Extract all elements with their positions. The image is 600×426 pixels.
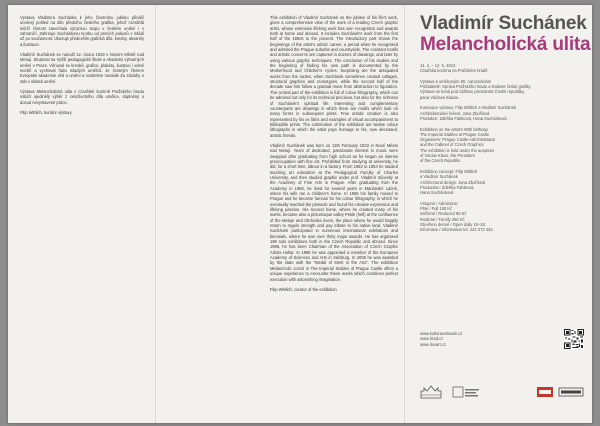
info-line: Architectural design: Jana Zbořilová bbox=[420, 179, 486, 185]
info-line: Informace / Information tel. 224 372 434 bbox=[420, 227, 493, 233]
info-block-credits-cz bbox=[420, 105, 586, 121]
info-line: pana Václava Klause. bbox=[420, 94, 460, 100]
qr-code-icon[interactable] bbox=[564, 329, 584, 349]
info-line: Vstupné / Admission: bbox=[420, 200, 459, 206]
czech-signature: Filip Wittlich, kurátor výstavy bbox=[20, 110, 72, 116]
info-line: Rodinné / Family 250 Kč bbox=[420, 216, 465, 222]
english-text-column bbox=[270, 15, 398, 413]
info-line: Produkce: Zdeňka Fabiková, Hana Suchánková bbox=[420, 115, 507, 121]
info-line: Otevřeno denně / Open daily 10–18 bbox=[420, 221, 485, 227]
info-line: Hana Suchánková bbox=[420, 190, 454, 196]
info-block-dates bbox=[420, 63, 586, 74]
info-block-organisers-en bbox=[420, 127, 586, 164]
english-paragraph: Vladimír Suchánek was born on 12th February 1933 in Nové Město nad Metují. Years of dedicated, passionate interest in music were swapped after graduating from high school as he began an intense preoccupation with fine art. Prohibited from studying at university, he did, for a short time, labour in a factory. From 1952 to 1954 he studied teaching art education at the Pedagogical Faculty of Charles University, and then studied graphic under prof. Vladimír Silovský at the Academy of Fine Arts in Prague. After graduating from the Academy in 1960, he lived for several years in Mariánské Lázně, where his wife ran a children's home. In 1965 his family moved to Prague and he became famous for his colour lithography, in which he eventually reached the pinnacle and found his creative expression and lifelong passion. His second home, where he created many of his works, became also a picturesque valley Pekle (hell) at the confluence of the Metuje and Olešenka rivers, the place where he would happily return to regain strength and pay tribute to his native land. Vladimír Suchánek participated in numerous international exhibitions and biennials, where he won over thirty major awards. He has organised 198 solo exhibitions both in the Czech Republic and abroad. Since 1996, he has been Chairman of the Association of Czech Graphic Artists Hollar. In 1995 he was appointed a member of the European Academy of Sciences and Arts in Salzburg. In 2008 he was awarded by the state with the "Medal of Merit in the Arts". The exhibition Melancholic conch in The Imperial Stables of Prague Castle offers a unique experience to encounter these works which combines perfect execution with astonishing imagination. bbox=[270, 142, 398, 282]
artist-name-title: Vladimír Suchánek bbox=[420, 13, 587, 34]
sponsor-logo-dark bbox=[558, 385, 584, 399]
info-line: Výstava k umělcovým 80. narozeninám bbox=[420, 78, 492, 84]
czech-paragraph: Vladimír Suchánek se narodil 12. února 1933 v Novém Městě nad Metují. Studoval na Vyšší pedagogické škole a Akademii výtvarných umění v Praze. Věnoval se kresbě, grafice, plakátu, ilustraci i volné tvorbě a vychoval řadu mladých umělců. Je čestným členem Evropské akademie věd a umění a nositelem medaile Za zásluhy o stát v oblasti umění. bbox=[20, 52, 144, 84]
sponsor-logo-red bbox=[536, 385, 554, 399]
link-kulturanahrade[interactable]: www.kulturanahrade.cz bbox=[420, 331, 463, 336]
info-line: Exhibition on the artist's 80th birthday bbox=[420, 126, 488, 132]
info-line: and the Cabinet of Czech Graphics bbox=[420, 142, 484, 148]
prague-castle-logo bbox=[420, 385, 442, 399]
czech-paragraph: Výstava Vladimíra Suchánka k jeho životnímu jubileu přináší ucelený pohled na dílo předního českého grafika, jehož rozsáhlá tvůrčí činnost zanechala výraznou stopu v českém umění i v zahraničí. Zahrnuje Suchánkovu tvorbu od prvních pokusů v mládí až po současnost. Ukazuje především grafická díla, kresby, akvarely a ilustrace. bbox=[20, 15, 144, 47]
fold-line-right bbox=[404, 5, 405, 423]
info-line: Pořadatelé: Správa Pražského hradu a Kabinet české grafiky bbox=[420, 84, 531, 90]
info-line: of the Czech Republic. bbox=[420, 158, 462, 164]
english-paragraph: This exhibition of Vladimír Suchánek on the jubilee of his life's work, gives a comprehensive view of the work of a leading Czech graphic artist, whose extensive lifelong work has won recognition and awards both at home and abroad. It includes Suchánek's work from the first half of the 1950s to the present. The introductory part shows the beginnings of the artist's artistic career, a period when he recognised and admired the Prague suburbs and countryside. The constant motifs and artistic concerns are captured in dozens of drawings, and later by using various graphic techniques. The conclusion of his studies and the beginning of finding his own path is documented by the Motherhood and Children's cycles. Surprising are the antiquated works from the sixties, when Suchánek sometimes created collages, structural graphics and monotypes, while the second half of the decade saw him follow a gradual move from abstraction to figuration. The central part of the exhibition is full of colour lithography, which can be admired not only for its technical precision, but also for the richness of Suchánek's spiritual life. Interesting and complementary counterparts are drawings in which there are motifs which look on many forms in subsequent prints. Free artistic creation is also represented by his ex libris and examples of visual accompaniment to bibliophile prints. The culmination of the exhibition are twelve colour lithographs in which the artist pays homage to his, now deceased, artistic friends. bbox=[270, 15, 398, 138]
info-block-admission bbox=[420, 201, 586, 233]
info-block-organisers-cz bbox=[420, 79, 586, 100]
info-line: Plné / Full 150 Kč bbox=[420, 206, 453, 212]
partner-logos bbox=[420, 385, 586, 401]
website-links bbox=[420, 331, 462, 347]
czech-text-column bbox=[20, 15, 144, 413]
info-line: Výstava se koná pod záštitou prezidenta České republiky, bbox=[420, 89, 525, 95]
link-ilovart[interactable]: www.ilovart.cz bbox=[420, 341, 446, 347]
info-line: Production: Zdeňka Fabiková, bbox=[420, 184, 475, 190]
info-line: Koncepce výstavy: Filip Wittlich a Vladimír Suchánek bbox=[420, 105, 517, 111]
fold-line-left bbox=[155, 5, 156, 423]
info-column bbox=[420, 13, 591, 417]
brochure-sheet bbox=[8, 5, 592, 423]
info-line: The exhibition is held under the auspices bbox=[420, 147, 495, 153]
exhibition-subtitle: Melancholická ulita bbox=[420, 34, 591, 55]
info-line: Architektonické řešení: Jana Zbořilová bbox=[420, 110, 490, 116]
link-hrad[interactable]: www.hrad.cz bbox=[420, 336, 444, 342]
exhibition-info bbox=[420, 63, 586, 233]
cabinet-graphics-logo bbox=[452, 385, 480, 399]
info-line: 14. 2. – 12. 5. 2013 bbox=[420, 63, 456, 68]
info-line: Snížené / Reduced 80 Kč bbox=[420, 211, 467, 217]
info-line: The Imperial Stables at Prague Castle bbox=[420, 131, 490, 137]
info-line: a Vladimír Suchánek bbox=[420, 174, 458, 180]
info-block-credits-en bbox=[420, 169, 586, 195]
info-line: Organisers: Prague Castle Administration bbox=[420, 137, 496, 143]
info-line: Exhibition concept: Filip Wittlich bbox=[420, 168, 478, 174]
english-signature: Filip Wittlich, curator of the exhibition bbox=[270, 286, 337, 292]
info-line: Císařská konírna na Pražském hradě bbox=[420, 68, 488, 74]
info-line: of Václav Klaus, the President bbox=[420, 153, 475, 159]
czech-paragraph: Výstava Melancholická ulita v Císařské konírně Pražského hradu nabízí ojedinělý výběr z celoživotního díla umělce, doplněný o dosud nevystavené práce. bbox=[20, 89, 144, 105]
